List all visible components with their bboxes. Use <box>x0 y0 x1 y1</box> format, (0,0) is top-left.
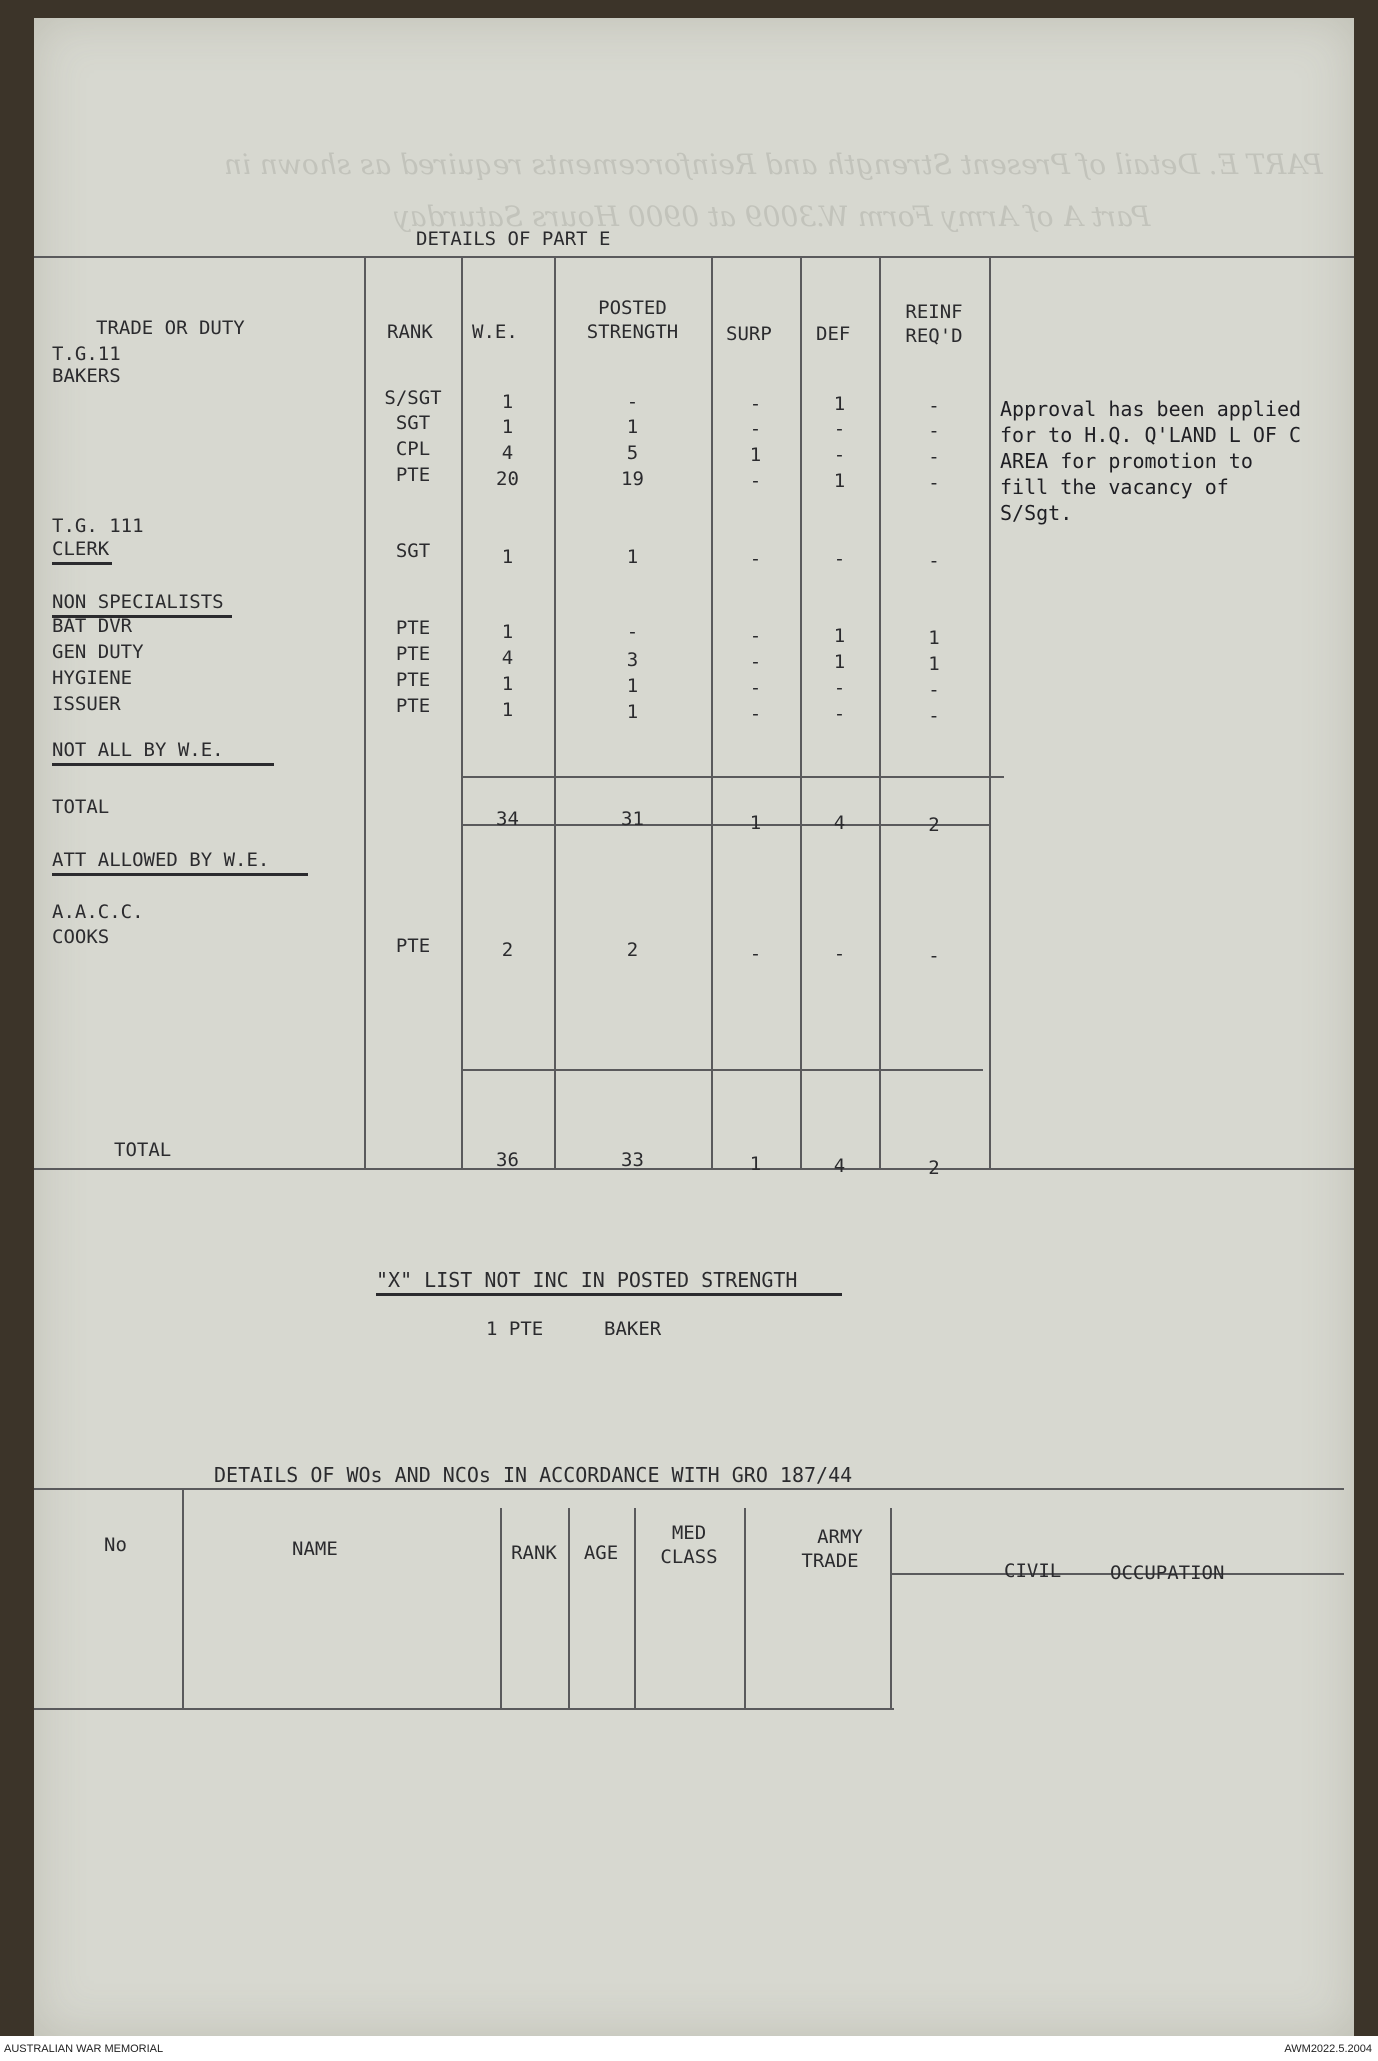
wos-ncos-title: DETAILS OF WOs AND NCOs IN ACCORDANCE WITH GRO 187/44 <box>214 1463 853 1487</box>
header-we: W.E. <box>472 321 518 343</box>
label-issuer: ISSUER <box>52 693 121 715</box>
cell-surp: 1 <box>749 444 762 466</box>
cell-posted: 1 <box>626 416 639 438</box>
label-bat-dvr: BAT DVR <box>52 615 133 637</box>
header-surp: SURP <box>726 323 772 345</box>
cell-surp: - <box>749 470 762 492</box>
cell-we: 4 <box>501 442 514 464</box>
cell-reinf: - <box>928 679 940 701</box>
label-grand-total: TOTAL <box>114 1139 172 1161</box>
wos-header-army: ARMY <box>817 1526 863 1548</box>
wos-header-class: CLASS <box>660 1546 718 1568</box>
cell-we: 1 <box>501 673 514 695</box>
total-posted: 33 <box>621 1149 644 1171</box>
archive-footer <box>0 2036 1378 2061</box>
label-not-all-by-we: NOT ALL BY W.E. <box>52 739 224 761</box>
header-reqd: REQ'D <box>905 325 963 347</box>
wos-header-name: NAME <box>292 1538 338 1560</box>
cell-surp: - <box>749 677 762 699</box>
wos-column-divider <box>500 1508 502 1710</box>
show-through-text: PART E. Detail of Present Strength and Reinforcements required as shown in <box>224 148 1323 181</box>
wos-header-trade: TRADE <box>801 1550 859 1572</box>
cell-rank: PTE <box>395 935 431 957</box>
table-top-border <box>34 256 1354 258</box>
label-att-allowed: ATT ALLOWED BY W.E. <box>52 849 270 871</box>
wos-header-rank: RANK <box>511 1542 557 1564</box>
wos-header-civil: CIVIL <box>1004 1560 1062 1582</box>
cell-rank: PTE <box>395 669 431 691</box>
cell-def: 1 <box>833 393 846 415</box>
total-reinf: 2 <box>928 1157 940 1179</box>
label-gen-duty: GEN DUTY <box>52 641 144 663</box>
label-non-specialists: NON SPECIALISTS <box>52 591 224 613</box>
subtotal-top-line <box>461 776 1004 778</box>
cell-we: 2 <box>501 939 514 961</box>
cell-def: - <box>833 418 846 440</box>
subtotal-reinf: 2 <box>928 814 940 836</box>
cell-surp: - <box>749 943 762 965</box>
wos-column-divider <box>744 1508 746 1710</box>
cell-def: - <box>833 703 846 725</box>
wos-header-med: MED <box>671 1522 707 1544</box>
cell-rank: PTE <box>395 643 431 665</box>
cell-posted: 5 <box>626 442 639 464</box>
cell-def: 1 <box>833 625 846 647</box>
cell-rank: PTE <box>395 695 431 717</box>
cell-posted: 19 <box>621 468 644 490</box>
cell-reinf: - <box>928 395 940 417</box>
cell-reinf: 1 <box>928 653 940 675</box>
part-e-title: DETAILS OF PART E <box>416 228 611 250</box>
wos-column-divider <box>890 1508 892 1710</box>
total-top-line <box>461 1069 983 1071</box>
subtotal-def: 4 <box>833 812 846 834</box>
cell-posted: - <box>626 621 639 643</box>
wos-table-bottom-border <box>34 1708 894 1710</box>
label-hygiene: HYGIENE <box>52 667 133 689</box>
header-posted: POSTED <box>598 297 667 319</box>
not-all-underline <box>52 763 274 766</box>
header-rank: RANK <box>387 321 433 343</box>
cell-reinf: - <box>928 472 940 494</box>
x-list-title: "X" LIST NOT INC IN POSTED STRENGTH <box>376 1268 798 1292</box>
cell-surp: - <box>749 418 762 440</box>
cell-def: - <box>833 548 846 570</box>
cell-def: - <box>833 943 846 965</box>
cell-surp: - <box>749 651 762 673</box>
cell-we: 1 <box>501 546 514 568</box>
cell-reinf: - <box>928 705 940 727</box>
cell-surp: - <box>749 703 762 725</box>
att-allowed-underline <box>52 873 308 876</box>
cell-surp: - <box>749 625 762 647</box>
label-tg11: T.G.11 <box>52 343 121 365</box>
x-list-quantity: 1 PTE <box>486 1318 544 1340</box>
cell-rank: PTE <box>395 617 431 639</box>
cell-we: 1 <box>501 391 514 413</box>
cell-reinf: - <box>928 945 940 967</box>
cell-def: 1 <box>833 651 846 673</box>
wos-header-occupation: OCCUPATION <box>1110 1562 1225 1584</box>
cell-surp: - <box>749 548 762 570</box>
document-page <box>34 18 1354 2036</box>
cell-reinf: - <box>928 550 940 572</box>
footer-institution: AUSTRALIAN WAR MEMORIAL <box>4 2043 164 2055</box>
cell-posted: 2 <box>626 939 639 961</box>
cell-we: 1 <box>501 416 514 438</box>
column-divider <box>364 256 366 1168</box>
label-tg111: T.G. 111 <box>52 515 144 537</box>
header-def: DEF <box>816 323 851 345</box>
wos-header-no: No <box>104 1534 127 1556</box>
header-trade-or-duty: TRADE OR DUTY <box>96 317 245 339</box>
wos-column-divider <box>568 1508 570 1710</box>
cell-surp: - <box>749 393 762 415</box>
cell-reinf: - <box>928 446 940 468</box>
subtotal-posted: 31 <box>621 808 644 830</box>
cell-rank: S/SGT <box>384 387 442 409</box>
cell-we: 1 <box>501 621 514 643</box>
wos-table-top-border <box>34 1488 1344 1490</box>
subtotal-surp: 1 <box>749 812 762 834</box>
x-list-trade: BAKER <box>604 1318 662 1340</box>
show-through-text: Part A of Army Form W.3009 at 0900 Hours Saturday <box>394 200 1151 233</box>
subtotal-we: 34 <box>496 808 519 830</box>
label-clerk: CLERK <box>52 538 110 560</box>
cell-we: 1 <box>501 699 514 721</box>
cell-posted: 1 <box>626 546 639 568</box>
column-divider <box>989 256 991 1168</box>
footer-reference: AWM2022.5.2004 <box>1284 2043 1372 2055</box>
cell-posted: 3 <box>626 649 639 671</box>
header-strength: STRENGTH <box>586 321 679 343</box>
cell-rank: PTE <box>395 464 431 486</box>
total-surp: 1 <box>749 1153 762 1175</box>
label-total: TOTAL <box>52 796 110 818</box>
total-def: 4 <box>833 1155 846 1177</box>
cell-def: - <box>833 444 846 466</box>
cell-rank: SGT <box>395 412 431 434</box>
cell-posted: - <box>626 391 639 413</box>
clerk-underline <box>52 562 112 565</box>
wos-column-divider <box>182 1488 184 1710</box>
cell-rank: SGT <box>395 540 431 562</box>
cell-def: - <box>833 677 846 699</box>
header-reinf: REINF <box>905 301 963 323</box>
cell-rank: CPL <box>395 438 431 460</box>
total-we: 36 <box>496 1149 519 1171</box>
label-aacc: A.A.C.C. <box>52 901 144 923</box>
cell-we: 20 <box>496 468 519 490</box>
cell-we: 4 <box>501 647 514 669</box>
wos-header-age: AGE <box>583 1542 619 1564</box>
cell-reinf: - <box>928 420 940 442</box>
cell-def: 1 <box>833 470 846 492</box>
label-cooks: COOKS <box>52 926 110 948</box>
cell-posted: 1 <box>626 675 639 697</box>
x-list-underline <box>376 1293 842 1296</box>
cell-reinf: 1 <box>928 627 940 649</box>
approval-note: Approval has been applied for to H.Q. Q'LAND L OF C AREA for promotion to fill the vacancy of S/Sgt. <box>1000 397 1302 525</box>
cell-posted: 1 <box>626 701 639 723</box>
label-bakers: BAKERS <box>52 365 121 387</box>
